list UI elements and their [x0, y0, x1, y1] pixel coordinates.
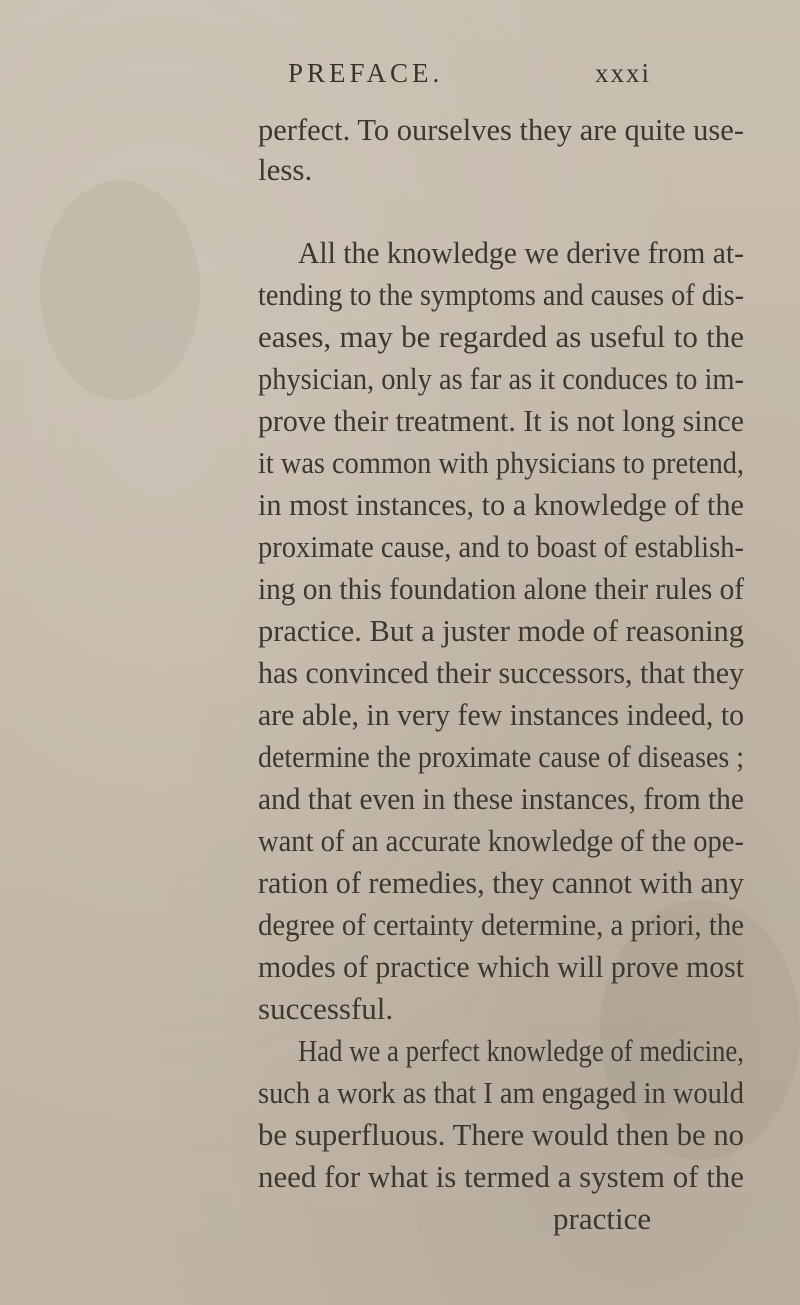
text-line: Had we a perfect knowledge of medicine,	[298, 1033, 744, 1068]
text-line: modes of practice which will prove most	[258, 949, 745, 984]
text-line: perfect. To ourselves they are quite use-	[258, 112, 744, 147]
page-number: xxxi	[595, 58, 652, 88]
text-line: ration of remedies, they cannot with any	[258, 865, 745, 900]
text-line: has convinced their successors, that they	[258, 655, 745, 690]
text-line: less.	[258, 152, 313, 187]
text-line: be superfluous. There would then be no	[258, 1117, 745, 1152]
running-head	[0, 58, 800, 98]
text-line: are able, in very few instances indeed, to	[258, 697, 745, 732]
running-title: PREFACE.	[288, 58, 444, 88]
text-line: prove their treatment. It is not long since	[258, 403, 745, 438]
text-line: practice. But a juster mode of reasoning	[258, 613, 744, 648]
text-line: need for what is termed a system of the	[258, 1159, 744, 1194]
text-line: successful.	[258, 991, 394, 1026]
text-line: want of an accurate knowledge of the ope-	[258, 823, 744, 858]
text-line: determine the proximate cause of diseases ;	[258, 739, 744, 774]
text-line: such a work as that I am engaged in would	[258, 1075, 745, 1110]
text-line: All the knowledge we derive from at-	[298, 235, 744, 270]
text-line: degree of certainty determine, a priori, the	[258, 907, 745, 942]
text-line: and that even in these instances, from the	[258, 781, 744, 816]
text-line: ing on this foundation alone their rules of	[258, 571, 745, 606]
paper-stain	[40, 180, 200, 400]
text-line: physician, only as far as it conduces to im-	[258, 361, 744, 396]
text-line: in most instances, to a knowledge of the	[258, 487, 744, 522]
text-line: eases, may be regarded as useful to the	[258, 319, 745, 354]
text-line: tending to the symptoms and causes of dis-	[258, 277, 744, 312]
text-line: it was common with physicians to pretend,	[258, 445, 745, 480]
text-line: proximate cause, and to boast of establish-	[258, 529, 744, 564]
catchword: practice	[553, 1201, 652, 1236]
